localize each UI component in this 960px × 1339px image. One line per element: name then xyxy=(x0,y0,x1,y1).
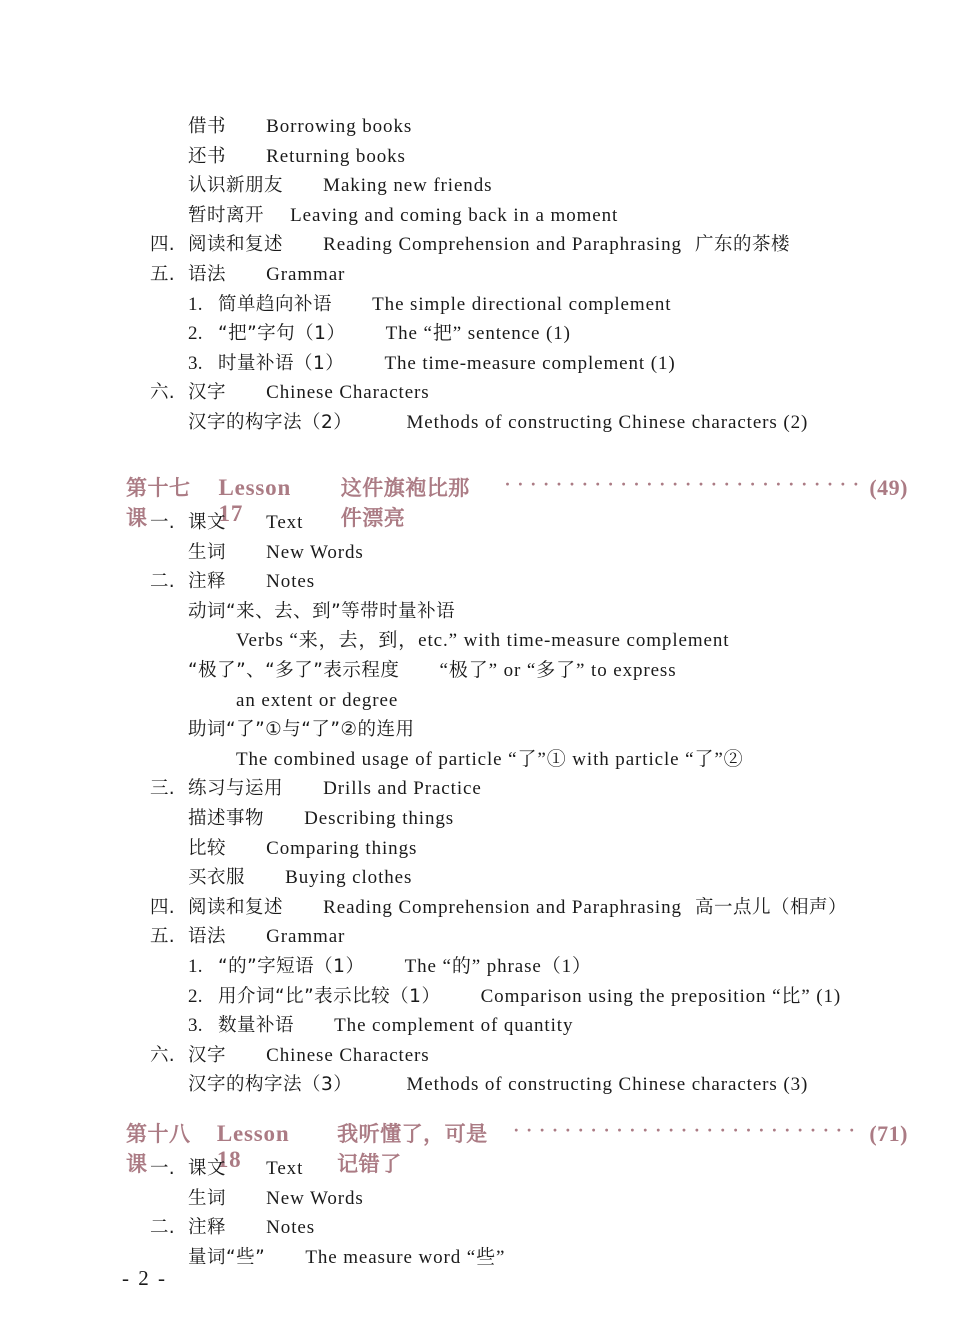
note-cn: 动词“来、去、到”等带时量补语 xyxy=(188,600,456,622)
grammar-item-cn: “的”字短语（1） xyxy=(218,955,365,977)
section-row-two xyxy=(118,1213,908,1243)
grammar-item-number: 3. xyxy=(188,1015,203,1037)
section-sub-cn: 生词 xyxy=(188,541,227,563)
grammar-item-en: The complement of quantity xyxy=(334,1015,574,1037)
section-marker: 六. xyxy=(150,1044,175,1066)
lesson-number-en: Lesson 18 xyxy=(216,1121,290,1172)
practice-item-row xyxy=(118,834,908,864)
section-row-one xyxy=(118,508,908,538)
note-en: Verbs “来，去，到，etc.” with time-measure complement xyxy=(236,630,730,652)
lesson-number-cn: 第十七课 xyxy=(126,476,191,530)
practice-item-cn: 描述事物 xyxy=(188,807,265,829)
practice-item-cn: 买衣服 xyxy=(188,867,246,889)
lesson17-body-block xyxy=(118,508,908,1100)
section-sub-cn: 汉字的构字法（2） xyxy=(188,411,353,433)
section-sub-cn: 汉字的构字法（3） xyxy=(188,1074,353,1096)
section-title-cn: 语法 xyxy=(188,926,227,948)
note-row-cn xyxy=(118,715,908,745)
section-title-cn: 阅读和复述 xyxy=(188,896,284,918)
section-row-six xyxy=(118,1041,908,1071)
section-title-en: Grammar xyxy=(266,263,346,285)
practice-item-row xyxy=(118,171,908,201)
section-row-six xyxy=(118,378,908,408)
lesson18-body-block xyxy=(118,1154,908,1272)
section-title-en: Drills and Practice xyxy=(323,778,482,800)
section-sub-cn: 生词 xyxy=(188,1187,227,1209)
section-title-cn: 注释 xyxy=(188,1217,227,1239)
note-row-cn xyxy=(118,597,908,627)
section-title-cn: 课文 xyxy=(188,1158,227,1179)
note-row xyxy=(118,1243,908,1273)
grammar-item-cn: 简单趋向补语 xyxy=(218,293,333,315)
note-en-wrap: an extent or degree xyxy=(236,689,399,711)
section-title-en: Notes xyxy=(266,1217,315,1239)
grammar-item-row xyxy=(118,319,908,349)
note-row-en xyxy=(118,626,908,656)
section-title-en: Reading Comprehension and Paraphrasing xyxy=(323,896,682,918)
section-title-en: Chinese Characters xyxy=(266,1044,430,1066)
lesson-title-cn: 这件旗袍比那件漂亮 xyxy=(340,476,470,530)
section-title-en: Text xyxy=(266,512,304,533)
section-extra-cn: 广东的茶楼 xyxy=(694,234,790,256)
practice-item-row xyxy=(118,142,908,172)
note-en-inline: “极了” or “多了” to express xyxy=(439,659,677,681)
grammar-item-number: 2. xyxy=(188,985,203,1007)
practice-item-cn: 认识新朋友 xyxy=(188,175,284,197)
practice-item-en: Returning books xyxy=(266,145,406,167)
lesson-page-number: (49) xyxy=(869,475,909,500)
leader-dots xyxy=(504,479,859,495)
grammar-item-number: 2. xyxy=(188,323,203,345)
grammar-item-row xyxy=(118,982,908,1012)
grammar-item-en: The time-measure complement (1) xyxy=(384,352,676,374)
lesson-number-cn: 第十八课 xyxy=(126,1122,191,1176)
grammar-item-cn: “把”字句（1） xyxy=(218,323,346,345)
grammar-item-en: The “把” sentence (1) xyxy=(385,323,571,345)
section-marker: 六. xyxy=(150,382,175,404)
section-marker: 一. xyxy=(150,512,175,533)
section-title-cn: 课文 xyxy=(188,512,227,533)
section-row-two xyxy=(118,567,908,597)
grammar-item-en: Comparison using the preposition “比” (1) xyxy=(480,985,842,1007)
grammar-item-cn: 时量补语（1） xyxy=(218,352,345,374)
section-row-four xyxy=(118,230,908,260)
lesson-page-number: (71) xyxy=(869,1121,908,1146)
section-sub-row xyxy=(118,538,908,568)
section-title-cn: 阅读和复述 xyxy=(188,234,284,256)
practice-item-row xyxy=(118,201,908,231)
practice-item-en: Making new friends xyxy=(323,175,493,197)
note-cn: “极了”、“多了”表示程度 xyxy=(188,659,400,681)
grammar-item-number: 1. xyxy=(188,955,203,977)
practice-item-cn: 暂时离开 xyxy=(188,204,265,226)
section-title-en: Chinese Characters xyxy=(266,382,430,404)
note-row-en-wrap xyxy=(118,686,908,716)
grammar-item-cn: 数量补语 xyxy=(218,1015,295,1037)
section-marker: 二. xyxy=(150,571,175,593)
note-cn: 量词“些” xyxy=(188,1246,266,1268)
section-title-cn: 汉字 xyxy=(188,382,227,404)
section-marker: 一. xyxy=(150,1158,175,1179)
practice-item-cn: 比较 xyxy=(188,837,227,859)
practice-item-row xyxy=(118,804,908,834)
section-title-cn: 汉字 xyxy=(188,1044,227,1066)
grammar-item-en: The “的” phrase（1） xyxy=(404,955,592,977)
grammar-item-en: The simple directional complement xyxy=(372,293,672,315)
section-marker: 四. xyxy=(150,896,175,918)
section-title-en: Grammar xyxy=(266,926,346,948)
grammar-item-number: 3. xyxy=(188,352,203,374)
grammar-item-number: 1. xyxy=(188,293,203,315)
section-sub-row xyxy=(118,408,908,438)
section-title-cn: 练习与运用 xyxy=(188,778,284,800)
practice-item-row xyxy=(118,112,908,142)
section-title-en: Reading Comprehension and Paraphrasing xyxy=(323,234,682,256)
section-row-five xyxy=(118,260,908,290)
section-title-en: Notes xyxy=(266,571,315,593)
section-sub-en: New Words xyxy=(266,1187,364,1209)
section-marker: 四. xyxy=(150,234,175,256)
lesson16-tail-block xyxy=(118,112,908,438)
section-sub-en: New Words xyxy=(266,541,364,563)
section-title-en: Text xyxy=(266,1158,304,1179)
section-title-cn: 注释 xyxy=(188,571,227,593)
practice-item-en: Describing things xyxy=(304,807,455,829)
practice-item-en: Borrowing books xyxy=(266,116,413,137)
section-marker: 三. xyxy=(150,778,175,800)
section-sub-row xyxy=(118,1184,908,1214)
section-title-cn: 语法 xyxy=(188,263,227,285)
practice-item-en: Comparing things xyxy=(266,837,418,859)
note-row-cn xyxy=(118,656,908,686)
practice-item-cn: 还书 xyxy=(188,145,227,167)
note-en: The measure word “些” xyxy=(305,1246,506,1268)
section-marker: 五. xyxy=(150,926,175,948)
section-row-five xyxy=(118,922,908,952)
section-marker: 五. xyxy=(150,263,175,285)
section-row-four xyxy=(118,893,908,923)
grammar-item-cn: 用介词“比”表示比较（1） xyxy=(218,985,441,1007)
grammar-item-row xyxy=(118,290,908,320)
lesson-title-cn: 我听懂了，可是记错了 xyxy=(337,1122,488,1176)
grammar-item-row xyxy=(118,952,908,982)
grammar-item-row xyxy=(118,1011,908,1041)
section-row-one xyxy=(118,1154,908,1184)
note-cn: 助词“了”①与“了”②的连用 xyxy=(188,719,415,741)
practice-item-en: Leaving and coming back in a moment xyxy=(290,204,619,226)
practice-item-en: Buying clothes xyxy=(285,867,413,889)
note-en: The combined usage of particle “了”① with particle “了”② xyxy=(236,748,744,770)
practice-item-row xyxy=(118,863,908,893)
section-sub-en: Methods of constructing Chinese characters (3) xyxy=(406,1074,809,1096)
section-row-three xyxy=(118,774,908,804)
lesson-number-en: Lesson 17 xyxy=(218,475,292,526)
section-sub-en: Methods of constructing Chinese characters (2) xyxy=(406,411,809,433)
section-marker: 二. xyxy=(150,1217,175,1239)
section-extra-cn: 高一点儿（相声） xyxy=(694,896,847,918)
note-row-en xyxy=(118,745,908,775)
section-sub-row xyxy=(118,1070,908,1100)
leader-dots xyxy=(513,1125,859,1141)
grammar-item-row xyxy=(118,349,908,379)
practice-item-cn: 借书 xyxy=(188,116,227,137)
page-folio: - 2 - xyxy=(122,1266,167,1290)
